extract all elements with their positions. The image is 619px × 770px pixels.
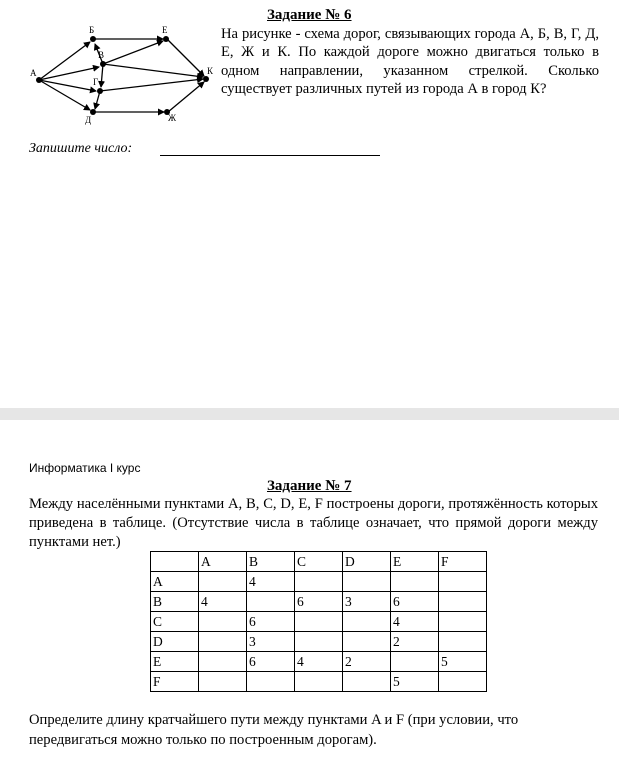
task7-title: Задание № 7 (267, 478, 352, 494)
table-cell: F (151, 672, 199, 692)
label-b: Б (89, 25, 95, 35)
table-cell: 6 (247, 612, 295, 632)
table-cell (199, 612, 247, 632)
label-k: К (207, 66, 214, 76)
table-cell: 5 (439, 652, 487, 672)
table-cell (295, 612, 343, 632)
table-cell: A (199, 552, 247, 572)
table-row (151, 672, 487, 692)
label-g: Г (93, 77, 99, 87)
table-cell: 2 (343, 652, 391, 672)
table-cell: 3 (343, 592, 391, 612)
table-cell: B (247, 552, 295, 572)
table-cell (199, 632, 247, 652)
table-cell: 4 (391, 612, 439, 632)
table-cell: 5 (391, 672, 439, 692)
node-b (90, 36, 96, 42)
table-cell: B (151, 592, 199, 612)
table-cell: 6 (295, 592, 343, 612)
label-a: А (30, 68, 37, 78)
node-v (100, 61, 106, 67)
table-cell: 4 (247, 572, 295, 592)
task6-title: Задание № 6 (267, 7, 352, 23)
table-cell (295, 572, 343, 592)
table-cell: E (391, 552, 439, 572)
table-cell: E (151, 652, 199, 672)
table-header-row (151, 552, 487, 572)
road-graph (28, 22, 218, 127)
table-cell (295, 672, 343, 692)
table-cell: 3 (247, 632, 295, 652)
table-cell (391, 572, 439, 592)
table-cell (439, 592, 487, 612)
node-k (203, 76, 209, 82)
table-cell (199, 572, 247, 592)
table-cell: D (151, 632, 199, 652)
task7-intro: Между населёнными пунктами A, B, C, D, E, F построены дороги, протяжённость которых приведена в таблице. (Отсутствие числа в таблице означает, что прямой дороги между пунктами нет.) (29, 496, 598, 550)
table-cell (199, 672, 247, 692)
table-cell: 4 (199, 592, 247, 612)
edge-v-g (101, 64, 103, 87)
edge-g-k (100, 79, 203, 91)
course-header: Информатика I курс (29, 461, 141, 475)
label-d: Д (85, 115, 92, 125)
table-cell (343, 572, 391, 592)
table-cell (391, 652, 439, 672)
task6-text: На рисунке - схема дорог, связывающих города А, Б, В, Г, Д, Е, Ж и К. По каждой дороге можно двигаться только в одном направлении, указанном стрелкой. Сколько существует различных путей из города А в город К? (221, 26, 599, 98)
table-cell (343, 612, 391, 632)
label-e: Е (162, 25, 168, 35)
table-row (151, 652, 487, 672)
table-row (151, 632, 487, 652)
table-cell (439, 572, 487, 592)
table-cell: C (295, 552, 343, 572)
label-zh: Ж (168, 113, 177, 123)
edge-zh-k (168, 82, 204, 112)
page-separator (0, 408, 619, 420)
table-cell: C (151, 612, 199, 632)
table-row (151, 592, 487, 612)
distance-table (150, 551, 487, 692)
node-a (36, 77, 42, 83)
table-row (151, 612, 487, 632)
edge-v-k (103, 64, 203, 77)
task7-question: Определите длину кратчайшего пути между пунктами A и F (при условии, что передвигаться можно только по построенным дорогам). (29, 712, 519, 748)
table-cell: A (151, 572, 199, 592)
table-cell (343, 672, 391, 692)
table-cell: D (343, 552, 391, 572)
table-cell: 6 (247, 652, 295, 672)
table-cell (151, 552, 199, 572)
table-cell (247, 672, 295, 692)
node-e (163, 36, 169, 42)
table-cell (439, 632, 487, 652)
table-cell (295, 632, 343, 652)
table-cell (199, 652, 247, 672)
table-cell: 4 (295, 652, 343, 672)
edge-e-k (167, 39, 204, 76)
table-cell (343, 632, 391, 652)
label-v: В (98, 50, 105, 60)
edge-v-e (103, 41, 163, 64)
task7-page (0, 420, 619, 770)
table-cell: F (439, 552, 487, 572)
table-cell (439, 612, 487, 632)
table-cell: 2 (391, 632, 439, 652)
answer-label: Запишите число: (29, 141, 133, 156)
node-g (97, 88, 103, 94)
table-cell: 6 (391, 592, 439, 612)
table-cell (247, 592, 295, 612)
table-row (151, 572, 487, 592)
table-cell (439, 672, 487, 692)
answer-field[interactable] (160, 155, 380, 156)
